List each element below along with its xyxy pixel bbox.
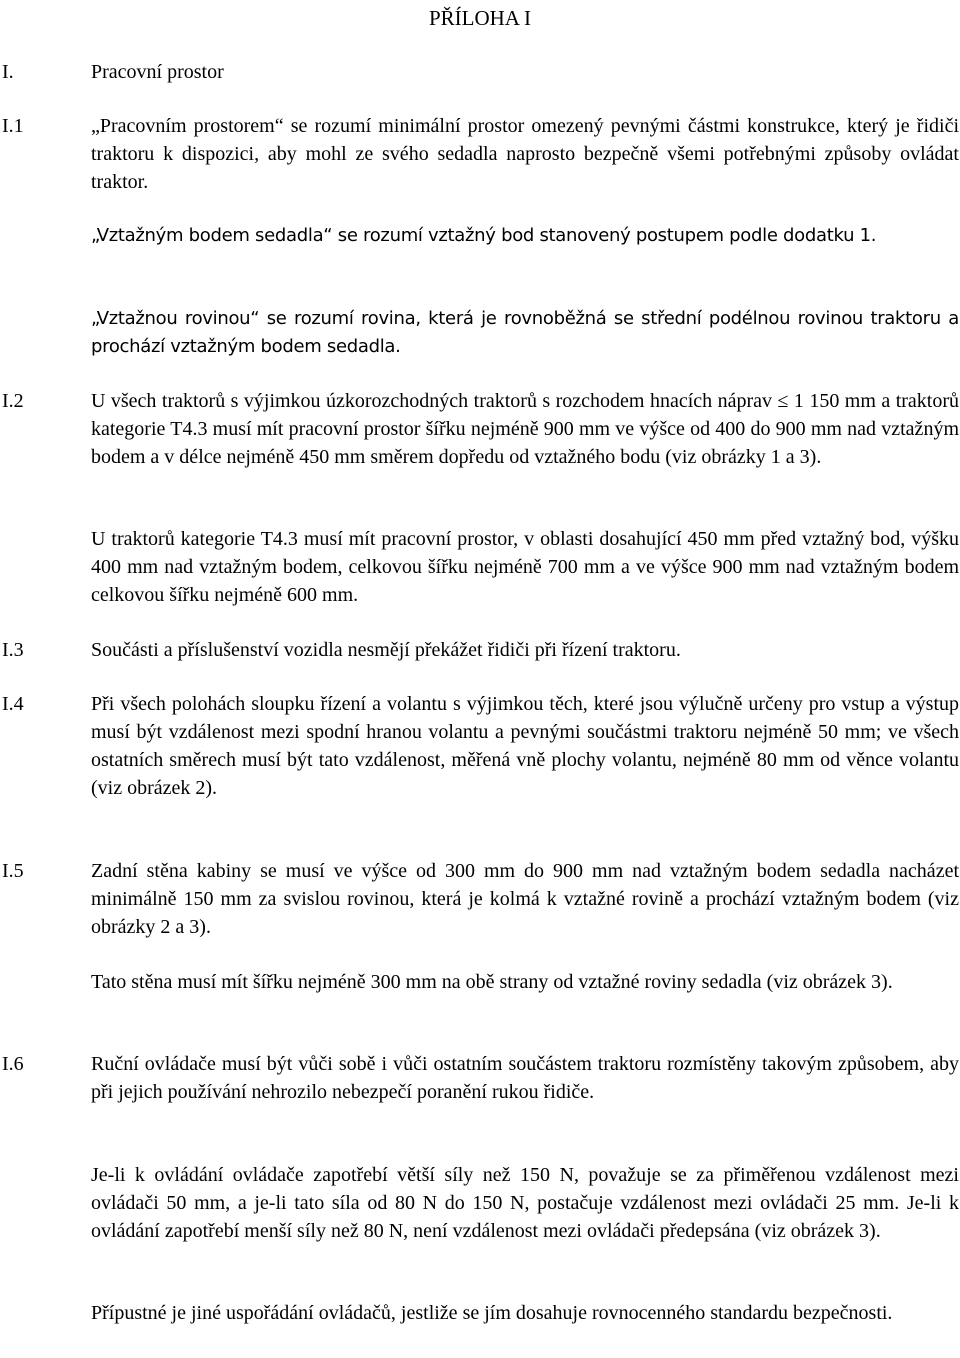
item-number-1-5: I.5 <box>2 860 24 882</box>
item-number-1-3: I.3 <box>2 639 24 661</box>
item-1-5-paragraph-2: Tato stěna musí mít šířku nejméně 300 mm na obě strany od vztažné roviny sedadla (viz obrázek 3). <box>91 971 893 993</box>
item-number-1-6: I.6 <box>2 1053 24 1075</box>
item-1-5-paragraph-1: Zadní stěna kabiny se musí ve výšce od 300 mm do 900 mm nad vztažným bodem sedadla nacházet minimálně 150 mm za svislou rovinou, která je kolmá k vztažné rovině a prochází vztažným bodem (viz obrázky 2 a 3). <box>91 860 959 938</box>
item-number-1-4: I.4 <box>2 693 24 715</box>
section-title: Pracovní prostor <box>91 61 224 83</box>
item-1-1-paragraph-3: „Vztažnou rovinou“ se rozumí rovina, která je rovnoběžná se střední podélnou rovinou traktoru a prochází vztažným bodem sedadla. <box>91 308 959 357</box>
item-number-1-2: I.2 <box>2 390 24 412</box>
item-1-2-paragraph-1: U všech traktorů s výjimkou úzkorozchodných traktorů s rozchodem hnacích náprav ≤ 1 150 mm a traktorů kategorie T4.3 musí mít pracovní prostor šířku nejméně 900 mm ve výšce od 400 do 900 mm nad vztažným bodem a v délce nejméně 450 mm směrem dopředu od vztažného bodu (viz obrázky 1 a 3). <box>91 390 959 468</box>
item-1-2-paragraph-2: U traktorů kategorie T4.3 musí mít pracovní prostor, v oblasti dosahující 450 mm před vztažný bod, výšku 400 mm nad vztažným bodem, celkovou šířku nejméně 700 mm a ve výšce 900 mm nad vztažným bodem celkovou šířku nejméně 600 mm. <box>91 528 959 606</box>
item-1-3-paragraph-1: Součásti a příslušenství vozidla nesmějí překážet řidiči při řízení traktoru. <box>91 639 681 661</box>
item-number-1-1: I.1 <box>2 115 24 137</box>
item-1-6-paragraph-3: Přípustné je jiné uspořádání ovládačů, jestliže se jím dosahuje rovnocenného standardu bezpečnosti. <box>91 1302 893 1324</box>
item-1-6-paragraph-2: Je-li k ovládání ovládače zapotřebí větší síly než 150 N, považuje se za přiměřenou vzdálenost mezi ovládači 50 mm, a je-li tato síla od 80 N do 150 N, postačuje vzdálenost mezi ovládači 25 mm. Je-li k ovládání zapotřebí menší síly než 80 N, není vzdálenost mezi ovládači předepsána (viz obrázek 3). <box>91 1164 959 1242</box>
annex-title: PŘÍLOHA I <box>428 6 532 30</box>
item-1-4-paragraph-1: Při všech polohách sloupku řízení a volantu s výjimkou těch, které jsou výlučně určeny pro vstup a výstup musí být vzdálenost mezi spodní hranou volantu a pevnými součástmi traktoru nejméně 50 mm; ve všech ostatních směrech musí být tato vzdálenost, měřená vně plochy volantu, nejméně 80 mm od věnce volantu (viz obrázek 2). <box>91 693 959 799</box>
item-1-6-paragraph-1: Ruční ovládače musí být vůči sobě i vůči ostatním součástem traktoru rozmístěny takovým způsobem, aby při jejich používání nehrozilo nebezpečí poranění rukou řidiče. <box>91 1053 959 1103</box>
item-1-1-paragraph-2: „Vztažným bodem sedadla“ se rozumí vztažný bod stanovený postupem podle dodatku 1. <box>91 225 877 246</box>
item-1-1-paragraph-1: „Pracovním prostorem“ se rozumí minimální prostor omezený pevnými částmi konstrukce, který je řidiči traktoru k dispozici, aby mohl ze svého sedadla naprosto bezpečně všemi potřebnými způsoby ovládat traktor. <box>91 115 959 193</box>
section-number: I. <box>2 61 14 83</box>
